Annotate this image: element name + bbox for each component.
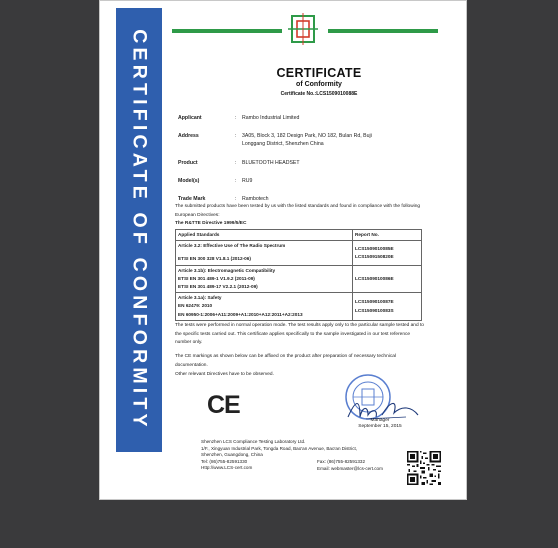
certificate-subtitle: of Conformity (296, 81, 342, 88)
model-label: Model(s) (178, 178, 200, 184)
issuer-email: Email: webmaster@lcs-cert.com (317, 465, 383, 471)
ce-note: The CE markings as shown below can be affixed on the product after preparation of necessary technical documentation. (175, 354, 396, 368)
table-row (176, 293, 422, 321)
standard-line: ETSI EN 301 489-1 V1.9.2 (2011-09) (178, 275, 255, 281)
certificate-title: CERTIFICATE (276, 66, 362, 80)
trade-mark-label: Trade Mark (178, 196, 206, 202)
directive-title: The R&TTE Directive 1999/5/EC (175, 221, 247, 226)
product-value: BLUETOOTH HEADSET (242, 160, 300, 166)
qr-code-icon (407, 451, 441, 485)
colon: : (235, 160, 237, 166)
directives-note: Other relevant Directives have to be observed. (175, 372, 274, 377)
address-label: Address (178, 133, 199, 139)
applicant-value: Rambo Industrial Limited (242, 115, 300, 121)
vertical-title-banner (116, 8, 162, 452)
standard-article: Article 3.1b): Electromagnetic Compatibility (178, 267, 276, 273)
lcs-logo-icon (288, 13, 318, 45)
certificate-number: Certificate No.:LCS1509010088E (280, 91, 358, 97)
issuer-address-line: 1/F., Xingyuan Industrial Park, Tongda Road, Bao'an Avenue, Bao'an District, (201, 445, 358, 451)
issuer-website: Http://www.LCS-cert.com (201, 465, 253, 471)
colon: : (235, 133, 237, 139)
standards-table (175, 229, 422, 321)
report-number: LCS1509010087E (355, 299, 394, 305)
colon: : (235, 178, 237, 184)
address-value-line-1: 3A05, Block 3, 182 Design Park, NO 182, Bulan Rd, Buji (242, 133, 372, 139)
table-header-standards: Applied Standards (176, 230, 353, 241)
vertical-title: CERTIFICATE OF CONFORMITY (128, 29, 151, 431)
colon: : (235, 115, 237, 121)
certificate-page (99, 0, 467, 500)
signer-title: Manager (370, 418, 390, 423)
issuer-address-line: Shenzhen, Guangdong, China (201, 452, 263, 458)
issuer-phone: Tel: (86)755-82591330 (201, 458, 248, 464)
address-value-line-2: Longgang District, Shenzhen China (242, 141, 324, 147)
header-bar-left (172, 29, 282, 33)
table-row (176, 265, 422, 293)
table-row (176, 241, 422, 265)
standard-article: Article 3.1a): Safety (178, 295, 222, 301)
standard-line: EN 60950-1:2006+A11:2009+A1:2010+A12:2011+A2:2013 (178, 311, 303, 317)
standard-line: ETSI EN 300 328 V1.8.1 (2012-06) (178, 256, 251, 262)
test-note: The tests were performed in normal operation mode. The test results apply only to the particular sample tested and to the specific tests carried out. This certificate applies specifically to the sample investigated in our test reference number only. (175, 323, 424, 345)
report-number: LCS1509010083S (355, 307, 394, 313)
applicant-label: Applicant (178, 115, 202, 121)
product-label: Product (178, 160, 198, 166)
model-value: RU9 (242, 178, 253, 184)
trade-mark-value: Rambotech (242, 196, 269, 202)
report-number: LCS1509150820E (355, 253, 394, 259)
standard-line: EN 62479: 2010 (178, 303, 213, 309)
standard-article: Article 3.2: Effective Use of The Radio Spectrum (178, 243, 286, 249)
colon: : (235, 196, 237, 202)
report-number: LCS1509010085E (355, 245, 394, 251)
standard-line: ETSI EN 301 489-17 V2.2.1 (2012-09) (178, 284, 258, 290)
header-bar-right (328, 29, 438, 33)
report-number: LCS1509010086E (355, 275, 394, 281)
table-header-report: Report No. (353, 230, 422, 241)
issuer-contact (317, 459, 383, 472)
issuer-fax: Fax: (86)755-82591332 (317, 459, 366, 464)
intro-text: The submitted products have been tested by us with the listed standards and found in compliance with the following European Directives: (175, 204, 421, 218)
issuer-name: Shenzhen LCS Compliance Testing Laboratory Ltd. (201, 439, 306, 444)
ce-mark: CE (207, 391, 240, 419)
signoff-date: September 15, 2015 (358, 424, 402, 429)
